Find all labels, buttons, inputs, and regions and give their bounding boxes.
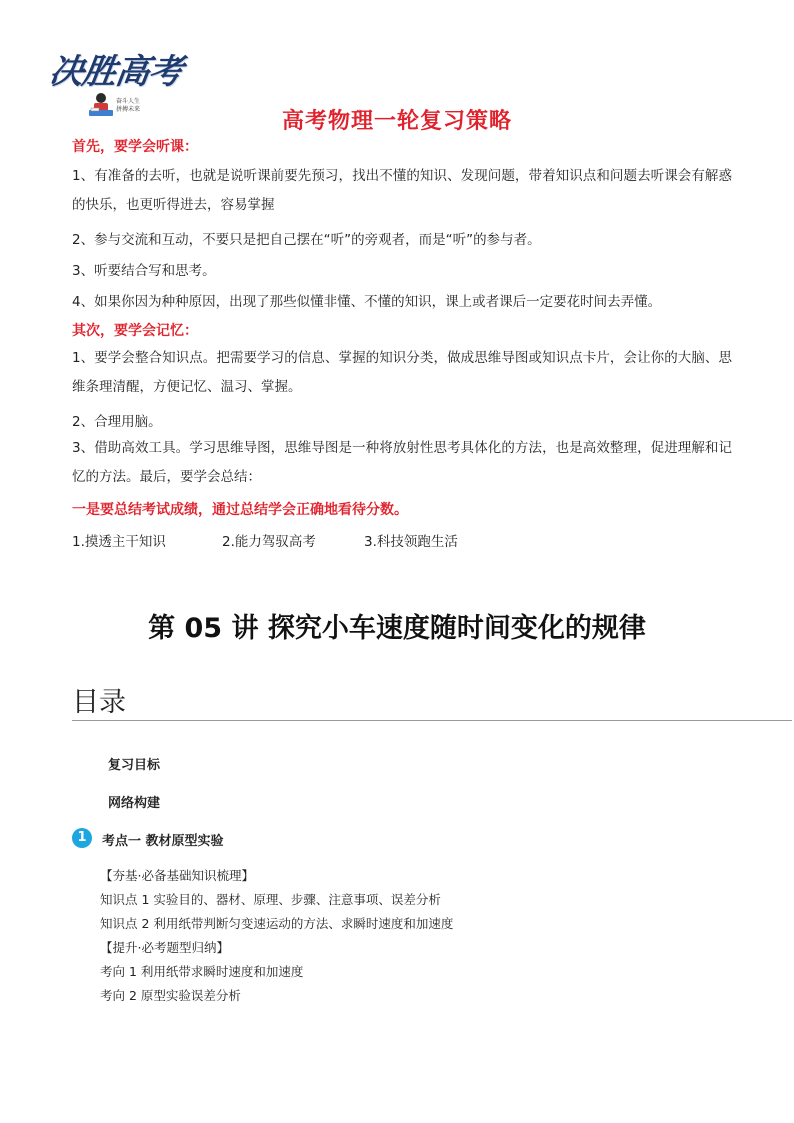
lecture-title: 第 05 讲 探究小车速度随时间变化的规律 [148, 613, 646, 644]
paragraph-memory-2: 2、合理用脑。 [72, 414, 162, 430]
logo-slogan-line: 拼搏未来 [116, 106, 141, 113]
summary-statement: 一是要总结考试成绩，通过总结学会正确地看待分数。 [72, 502, 408, 518]
toc-item-direction-1[interactable]: 考向 1 利用纸带求瞬时速度和加速度 [100, 964, 304, 979]
paragraph-listening-2: 2、参与交流和互动，不要只是把自己摆在“听”的旁观者，而是“听”的参与者。 [72, 232, 541, 248]
paragraph-listening-3: 3、听要结合写和思考。 [72, 263, 216, 279]
strategy-title: 高考物理一轮复习策略 [281, 109, 512, 134]
logo-slogan-line: 奋斗人生 [116, 98, 141, 105]
toc-divider [72, 720, 792, 721]
toc-item-review-goal[interactable]: 复习目标 [108, 758, 161, 773]
section-number-badge: 1 [72, 828, 92, 848]
toc-subheading-questions: 【提升·必考题型归纳】 [100, 940, 229, 955]
toc-item-direction-2[interactable]: 考向 2 原型实验误差分析 [100, 988, 241, 1003]
paragraph-listening-4: 4、如果你因为种种原因，出现了那些似懂非懂、不懂的知识，课上或者课后一定要花时间去弄懂。 [72, 294, 662, 310]
toc-item-network[interactable]: 网络构建 [108, 796, 161, 811]
goal-item: 3.科技领跑生活 [364, 534, 458, 550]
toc-item-knowledge-2[interactable]: 知识点 2 利用纸带判断匀变速运动的方法、求瞬时速度和加速度 [100, 916, 454, 931]
toc-item-section-1[interactable]: 考点一 教材原型实验 [102, 834, 224, 849]
paragraph-memory-3: 3、借助高效工具。学习思维导图，思维导图是一种将放射性思考具体化的方法，也是高效整理，促进理解和记忆的方法。最后，要学会总结： [72, 440, 732, 485]
section-heading-listening: 首先，要学会听课： [72, 139, 198, 155]
goal-item: 1.摸透主干知识 [72, 534, 166, 550]
paragraph-memory-1: 1、要学会整合知识点。把需要学习的信息、掌握的知识分类，做成思维导图或知识点卡片，会让你的大脑、思维条理清醒，方便记忆、温习、掌握。 [72, 350, 732, 395]
toc-subheading-basics: 【夯基·必备基础知识梳理】 [100, 868, 254, 883]
toc-heading: 目录 [72, 687, 126, 718]
toc-item-knowledge-1[interactable]: 知识点 1 实验目的、器材、原理、步骤、注意事项、误差分析 [100, 892, 441, 907]
goal-item: 2.能力驾驭高考 [222, 534, 316, 550]
section-heading-memory: 其次，要学会记忆： [72, 323, 198, 339]
paragraph-listening-1: 1、有准备的去听，也就是说听课前要先预习，找出不懂的知识、发现问题，带着知识点和问题去听课会有解惑的快乐，也更听得进去，容易掌握 [72, 168, 732, 213]
logo-text: 决胜高考 [46, 52, 185, 92]
